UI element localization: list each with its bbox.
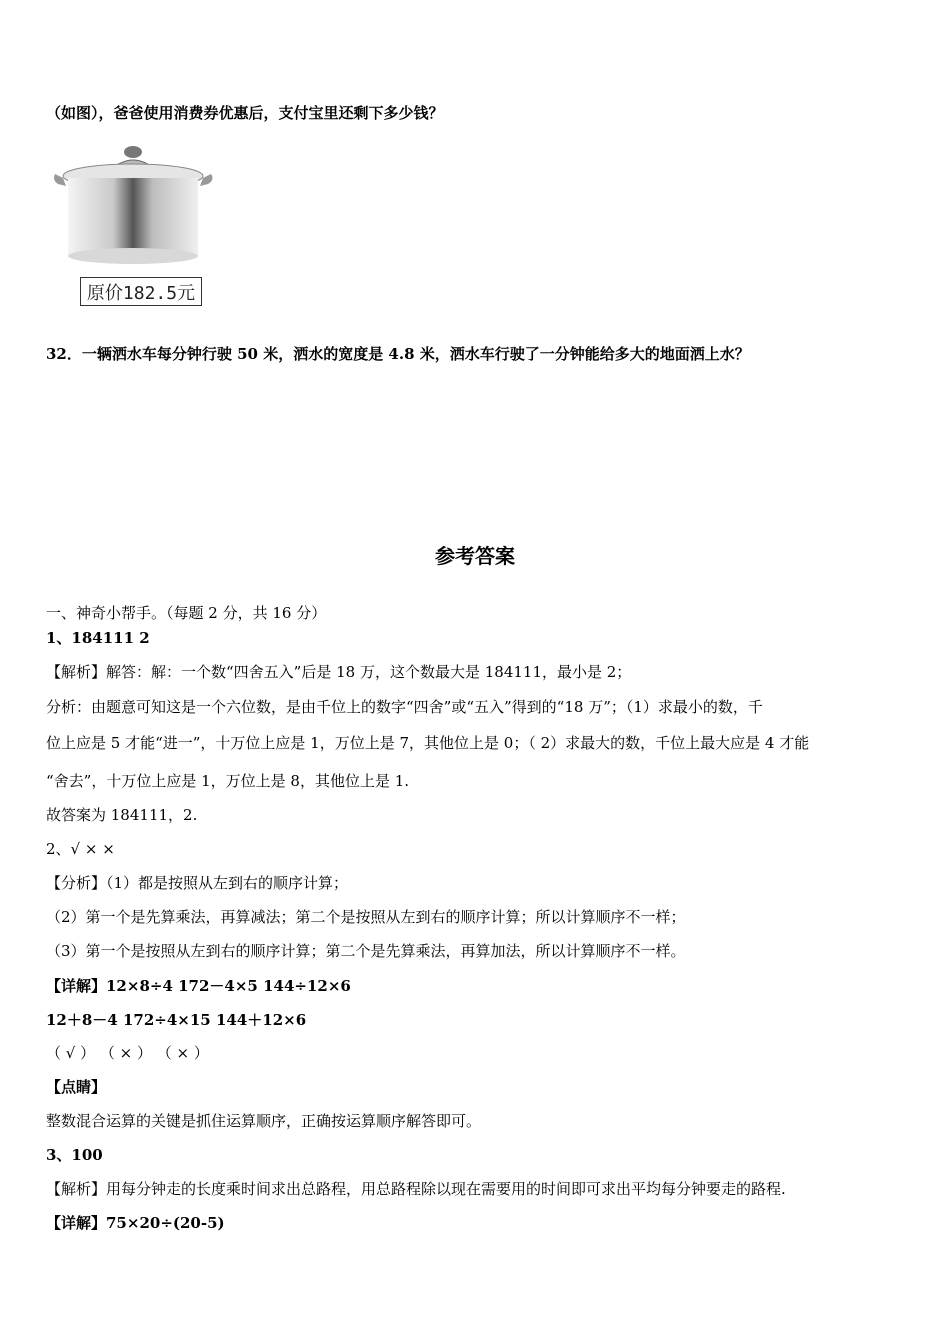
- answer-2-fenxi: 【分析】（1）都是按照从左到右的顺序计算；: [46, 874, 349, 892]
- answer-1-analysis: 【解析】解答：解：一个数“四舍五入”后是 18 万，这个数最大是 184111，最小是 2；: [46, 663, 632, 681]
- answer-2-head: 2、√ × ×: [46, 840, 115, 858]
- answer-2-row-2: 12＋8－4 172÷4×15 144＋12×6: [46, 1011, 307, 1029]
- question-intro: （如图），爸爸使用消费券优惠后，支付宝里还剩下多少钱？: [46, 104, 444, 122]
- answer-2-point-3: （3）第一个是按照从左到右的顺序计算；第二个是先算乘法，再算加法，所以计算顺序不一样。: [46, 942, 686, 960]
- answer-2-marks: （ √ ） （ × ） （ × ）: [46, 1044, 209, 1062]
- section-1-heading: 一、神奇小帮手。（每题 2 分，共 16 分）: [46, 604, 327, 622]
- answers-title: 参考答案: [435, 544, 515, 568]
- answer-3-analysis: 【解析】用每分钟走的长度乘时间求出总路程，用总路程除以现在需要用的时间即可求出平均每分钟要走的路程.: [46, 1180, 786, 1198]
- answer-1-fenxi-2: 位上应是 5 才能“进一”，十万位上应是 1，万位上是 7，其他位上是 0；（ 2）求最大的数，千位上最大应是 4 才能: [46, 734, 810, 752]
- answer-2-point-2: （2）第一个是先算乘法，再算减法；第二个是按照从左到右的顺序计算；所以计算顺序不一样；: [46, 908, 686, 926]
- answer-2-detail: 【详解】12×8÷4 172－4×5 144÷12×6: [46, 977, 351, 995]
- answer-3-detail: 【详解】75×20÷(20-5): [46, 1214, 225, 1232]
- answer-2-dianjing: 【点睛】: [46, 1078, 107, 1096]
- cooking-pot-figure: [50, 140, 222, 310]
- price-label: 原价182.5元: [80, 277, 202, 306]
- answer-3-head: 3、100: [46, 1146, 103, 1164]
- answer-1-fenxi-3: “舍去”，十万位上应是 1，万位上是 8，其他位上是 1.: [46, 772, 410, 790]
- question-32: 32．一辆洒水车每分钟行驶 50 米，洒水的宽度是 4.8 米，洒水车行驶了一分钟能给多大的地面洒上水？: [46, 345, 750, 363]
- answer-1-fenxi-1: 分析：由题意可知这是一个六位数，是由千位上的数字“四舍”或“五入”得到的“18 万”；（1）求最小的数，千: [46, 698, 763, 716]
- answer-2-summary: 整数混合运算的关键是抓住运算顺序，正确按运算顺序解答即可。: [46, 1112, 482, 1130]
- pot-image: [50, 140, 222, 275]
- answer-1-conclusion: 故答案为 184111，2.: [46, 806, 198, 824]
- answer-1-head: 1、184111 2: [46, 629, 150, 647]
